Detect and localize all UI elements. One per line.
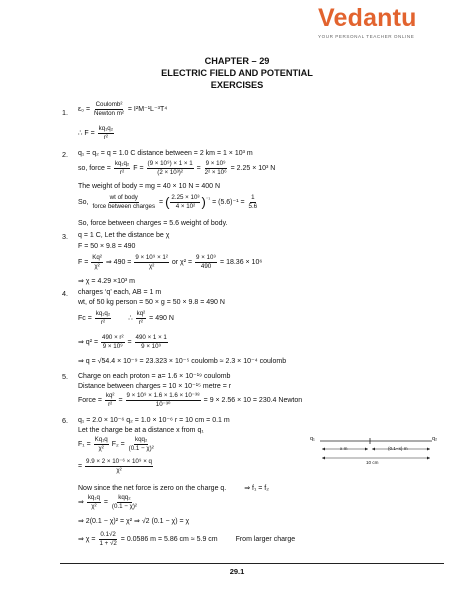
diagram-label-total: 10 cm (366, 460, 379, 465)
vedantu-logo: Vedantu (318, 4, 417, 32)
exercises-heading: EXERCISES (210, 80, 264, 90)
problem-2-line-2: so, force = $\frac{\text{kq₁q₂}}{\text{r²}}$ F = $\frac{\text{(9 × 10⁹) × 1 × 1}}{\text{(2 × 10³)²}}$ = $\frac{\text{9 × 10⁹}}{\text{2² × 10⁶}}$ = 2.25 × 10³ N (78, 160, 276, 176)
problem-2-line-4: So, $\frac{\text{wt of body}}{\text{force between charges}}$ = ( $\frac{\text{2.25 × 10³}}{\text{4 × 10²}}$ )$^{^{-1}}$ = (5.6)⁻¹ = $\frac{1}{5.6}$ (78, 194, 258, 210)
problem-4-line-4: ⇒ q² = $\frac{\text{490 × r²}}{\text{9 × 10⁹}}$ = $\frac{490 \times 1 \times 1}{\text{9 × 10⁹}}$ (78, 334, 167, 350)
problem-3-line-2: F = 50 × 9.8 = 490 (78, 243, 136, 250)
diagram-label-x: x m (340, 446, 348, 451)
footer-rule (60, 563, 444, 564)
problem-6-line-4: = $\frac{\text{9.9 × 2 × 10⁻⁶ × 10⁹ × q}}{\text{χ²}}$ (78, 458, 152, 474)
problem-6-number: 6. (62, 416, 68, 425)
problem-5-number: 5. (62, 372, 68, 381)
chapter-title: ELECTRIC FIELD AND POTENTIAL (161, 68, 313, 78)
problem-1-line-1: ε₀ = $\frac{\text{Coulomb²}}{\text{Newton m²}}$ = I²M⁻¹L⁻³T⁴ (78, 101, 168, 117)
problem-3-line-1: q = 1 C, Let the distance be χ (78, 232, 170, 239)
problem-4-number: 4. (62, 289, 68, 298)
logo-tagline: YOUR PERSONAL TEACHER ONLINE (318, 34, 415, 39)
problem-3-line-3: F = $\frac{\text{Kq²}}{\text{χ²}}$ ⇒ 490 = $\frac{\text{9 × 10⁹ × 1²}}{\text{χ²}}$ or χ² = $\frac{\text{9 × 10⁹}}{490}$ = 18.36 × 10⁶ (78, 254, 263, 270)
arrowheads (322, 448, 430, 460)
problem-6-line-8: ⇒ χ = $\frac{0.1√2}{1 + √2}$ = 0.0586 m = 5.86 cm ≈ 5.9 cm From larger charge (78, 531, 296, 547)
chapter-heading: CHAPTER – 29 (204, 56, 270, 66)
charge-diagram (320, 437, 432, 467)
problem-6-line-6: ⇒ $\frac{\text{kq₁q}}{\text{χ²}}$ = $\frac{\text{kqq₂}}{\text{(0.1 − χ)²}}$ (78, 494, 137, 510)
diagram-label-q2: q₂ (432, 436, 438, 442)
problem-2-number: 2. (62, 150, 68, 159)
problem-4-line-3: Fᴄ = $\frac{\text{kq₁q₂}}{\text{r²}}$ ∴ $\frac{\text{kq²}}{\text{r²}}$ = 490 N (78, 310, 174, 326)
problem-5-line-2: Distance between charges = 10 × 10⁻¹⁵ metre = r (78, 383, 232, 390)
problem-2-line-5: So, force between charges = 5.6 weight of body. (78, 220, 228, 227)
problem-4-line-1: charges ‘q’ each, AB = 1 m (78, 289, 162, 296)
problem-6-line-7: ⇒ 2(0.1 − χ)² = χ² ⇒ √2 (0.1 − χ) = χ (78, 518, 190, 525)
problem-1-line-2: ∴ F = $\frac{\text{kq₁q₂}}{\text{r²}}$ (78, 125, 114, 141)
problem-6-line-3: F₁ = $\frac{\text{Kq₁q}}{\text{χ²}}$ F₂ = $\frac{\text{kqq₂}}{\text{(0.1 − χ)²}}$ (78, 436, 154, 452)
page-number: 29.1 (229, 567, 245, 576)
problem-6-line-1: q₁ = 2.0 × 10⁻⁶ q₂ = 1.0 × 10⁻⁶ r = 10 cm = 0.1 m (78, 417, 230, 424)
problem-4-line-2: wt, of 50 kg person = 50 × g = 50 × 9.8 = 490 N (78, 299, 225, 306)
problem-5-line-1: Charge on each proton = a= 1.6 × 10⁻¹⁹ coulomb (78, 373, 231, 380)
diagram-label-remainder: (0.1−x) m (388, 446, 408, 451)
problem-1-number: 1. (62, 108, 68, 117)
problem-2-line-1: q₁ = q₂ = q = 1.0 C distance between = 2 km = 1 × 10³ m (78, 150, 253, 157)
problem-2-line-3: The weight of body = mg = 40 × 10 N = 400 N (78, 183, 221, 190)
problem-3-number: 3. (62, 232, 68, 241)
problem-4-line-5: ⇒ q = √54.4 × 10⁻⁹ = 23.323 × 10⁻⁵ coulomb ≈ 2.3 × 10⁻⁴ coulomb (78, 358, 287, 365)
diagram-label-q1: q₁ (310, 436, 315, 442)
problem-5-line-3: Force = $\frac{\text{kq²}}{\text{r²}}$ = $\frac{\text{9 × 10⁹ × 1.6 × 1.6 × 10⁻³⁸}}{\text{10⁻³⁰}}$ = 9 × 2.56 × 10 = 230.4 Newton (78, 392, 303, 408)
problem-6-line-2: Let the charge be at a distance x from q₁ (78, 427, 204, 434)
problem-3-line-4: ⇒ χ = 4.29 ×10³ m (78, 278, 136, 285)
problem-6-line-5: Now since the net force is zero on the charge q. ⇒ f₁ = f₂ (78, 485, 269, 492)
